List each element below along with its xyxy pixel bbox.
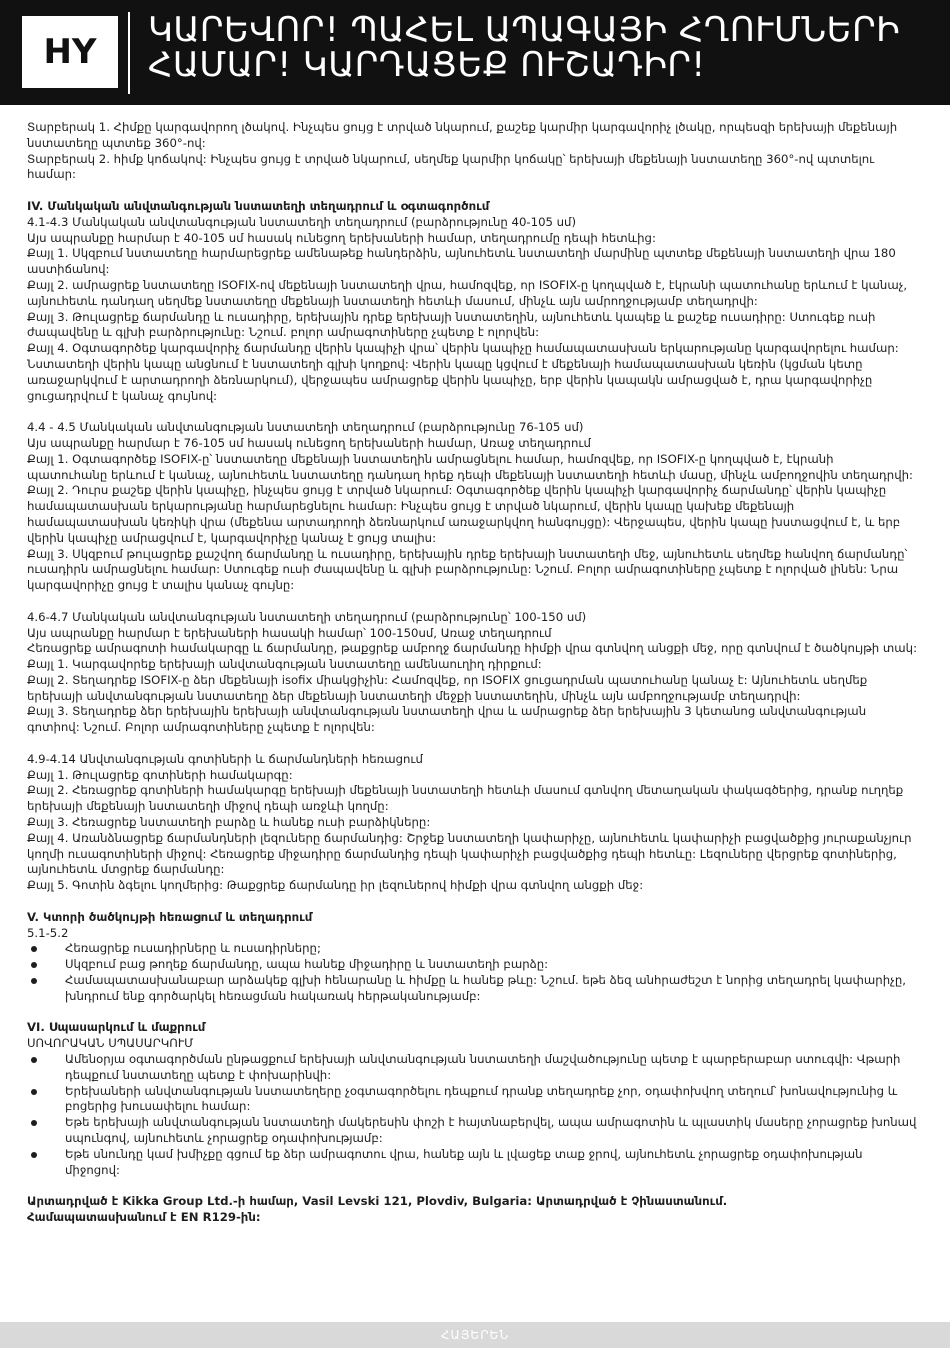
section-subtitle: ՍՈՎՈՐԱԿԱՆ ՍՊԱՍԱՐԿՈՒՄ — [27, 1036, 194, 1051]
title-line-1: ԿԱՐԵՎՈՐ! ՊԱՀԵԼ ԱՊԱԳԱՅԻ ՀՂՈՒՄՆԵՐԻ — [148, 10, 901, 50]
paragraph: 4.1-4.3 Մանկական անվտանգության նստատեղի տեղադրում (բարձրությունը 40-105 սմ) — [27, 214, 577, 229]
paragraph: Քայլ 3. Թուլացրեք ճարմանդը և ուսադիրը, երեխային դրեք երեխայի նստատեղին, այնուհետև կապեք և քաշեք ուսադիրը: Ստուգեք ուսի ժապավենը և գլխի բարձրությունը: Նշում. բոլոր ամրագոտիները չպետք է ոլորվեն: — [27, 309, 876, 340]
bullet-list — [27, 1052, 917, 1178]
paragraph: Այս ապրանքը հարմար է 76-105 սմ հասակ ունեցող երեխաների համար, Առաջ տեղադրում — [27, 435, 591, 450]
paragraph: Այս ապրանքը հարմար է երեխաների հասակի համար՝ 100-150սմ, Առաջ տեղադրում — [27, 625, 552, 640]
paragraph: Քայլ 3. Սկզբում թուլացրեք քաշվող ճարմանդը և ուսադիրը, երեխային դրեք երեխայի նստատեղի մեջ, այնուհետև սեղմեք հանվող ճարմանդը՝ ուսադիրն ամրացնելու համար: Ստուգեք ուսի ժապավենը և գլխի բարձրությունը: Նշում. Բոլոր ամրագոտիները չպետք է ոլորված լինեն: Նրա կարգավորիչը ցույց է տալիս կանաչ գույնը: — [27, 546, 908, 593]
paragraph: Քայլ 2. ամրացրեք նստատեղը ISOFIX-ով մեքենայի նստատեղի վրա, համոզվեք, որ ISOFIX-ը կողպված է, էկրանի պատուհանը երևում է կանաչ, այնուհետև դանդաղ սեղմեք նստատեղը մեքենայի նստատեղի հետևի մասում, մինչև այն ամրողջությամբ տեղադրվի: — [27, 277, 908, 308]
paragraph: Քայլ 2. Դուրս քաշեք վերին կապիչը, ինչպես ցույց է տրված նկարում: Օգտագործեք վերին կապիչի կարգավորիչ ճարմանդը՝ վերին կապիչը համապատասխան երկարությանը հարմարեցնելու համար: Ինչպես ցույց է տրված նկարում, վերին կապը կախեք մեքենայի համապատասխան կեռիկի վրա (մեքենա արտադրողի ձեռնարկում առաջարկվող հանգույցը): Վերջապես, վերին կապը խստացվում է, և երբ վերին կապիչը ամրացվում է, կարգավորիչը կանաչ է ցույց տալիս: — [27, 483, 901, 545]
paragraph: 4.9-4.14 Անվտանգության գոտիների և ճարմանդների հեռացում — [27, 751, 423, 766]
paragraph: Քայլ 2. Հեռացրեք գոտիների համակարգը երեխայի մեքենայի նստատեղի հետևի մասում գտնվող մետաղական փակագծերից, դրանք ուղղեք երեխայի մեքենայի նստատեղի միջով դեպի առջևի կողմը: — [27, 783, 904, 814]
section-heading: VI. Սպասարկում և մաքրում — [27, 1020, 206, 1035]
paragraph: Հեռացրեք ամրագոտի համակարգը և ճարմանդը, թաքցրեք ամբողջ ճարմանդը հիմքի վրա գտնվող անցքի մեջ, որը գտնվում է ծածկույթի տակ: — [27, 641, 918, 656]
paragraph: Քայլ 3. Տեղադրեք ձեր երեխային երեխայի անվտանգության նստատեղի վրա և ամրացրեք ձեր երեխային 3 կետանոց անվտանգության գոտիով: Նշում. Բոլոր ամրագոտիները չպետք է ոլորվեն: — [27, 704, 867, 735]
paragraph: Քայլ 1. Կարգավորեք երեխայի անվտանգության նստատեղը ամենաուղիղ դիրքում: — [27, 657, 542, 672]
list-item: Երեխաների անվտանգության նստատեղերը չօգտագործելու դեպքում դրանք տեղադրեք չոր, օդափոխվող տեղում՝ խոնավությունից և բոցերից խուսափելու համար: — [27, 1084, 917, 1116]
paragraph: 4.6-4.7 Մանկական անվտանգության նստատեղի տեղադրում (բարձրությունը՝ 100-150 սմ) — [27, 609, 587, 624]
paragraph: Քայլ 4. Օգտագործեք կարգավորիչ ճարմանդը վերին կապիչի վրա՝ վերին կապիչը համապատասխան երկարությանը կարգավորելու համար: Նստատեղի վերին կապը անցնում է նստատեղի գլխի կողքով: Վերին կապը կցվում է մեքենայի համապատասխան կեռին (կցման կետը առաջարկվում է արտադրողի ձեռնարկում), վերջապես ամրացրեք վերին կապիչը, երբ վերին կապակն ամրացված է, դրա կարգավորիչը ցուցադրվում է կանաչ գույնով: — [27, 341, 899, 403]
section-heading: IV. Մանկական անվտանգության նստատեղի տեղադրում և օգտագործում — [27, 198, 490, 213]
bullet-list — [27, 941, 917, 1004]
header-divider — [128, 12, 130, 94]
intro-paragraph: Տարբերակ 1. Հիմքը կարգավորող լծակով. Ինչպես ցույց է տրված նկարում, քաշեք կարմիր կարգավորիչ լծակը, որպեսզի երեխայի մեքենայի նստատեղը պտտեք 360°-ով: — [27, 120, 898, 150]
language-code-badge: HY — [22, 16, 118, 88]
list-item: Հեռացրեք ուսադիրները և ուսադիրները; — [27, 941, 917, 957]
paragraph: Քայլ 5. Գոտին ձգելու կողմերից: Թաքցրեք ճարմանդը իր լեզուներով հիմքի վրա գտնվող անցքի մեջ: — [27, 878, 644, 893]
paragraph: Այս ապրանքը հարմար է 40-105 սմ հասակ ունեցող երեխաների համար, տեղադրումը դեպի հետևից: — [27, 230, 656, 245]
compliance-note: Համապատասխանում է EN R129-ին: — [27, 1209, 261, 1224]
manufacturer-note: Արտադրված է Kikka Group Ltd.-ի համար, Vasil Levski 121, Plovdiv, Bulgaria: Արտադրված է Չինաստանում. — [27, 1194, 728, 1209]
language-footer-bar: ՀԱՅԵՐԵՆ — [0, 1322, 950, 1348]
intro-paragraph: Տարբերակ 2. հիմք կոճակով: Ինչպես ցույց է տրված նկարում, սեղմեք կարմիր կոճակը՝ երեխայի մեքենայի նստատեղը 360°-ով պտտելու համար: — [27, 151, 875, 182]
list-item: Եթե երեխայի անվտանգության նստատեղի մակերեսին փոշի է հայտնաբերվել, ապա ամրագոտին և պլաստիկ մասերը չորացրեք խոնավ սպունգով, այնուհետև չորացրեք օդափոխությամբ: — [27, 1115, 917, 1147]
section-heading: V. Կտորի ծածկույթի հեռացում և տեղադրում — [27, 909, 313, 924]
page-header — [0, 0, 950, 105]
page-title — [148, 10, 938, 85]
section-subtitle: 5.1-5.2 — [27, 925, 69, 940]
list-item: Սկզբում բաց թողեք ճարմանդը, ապա հանեք միջադիրը և նստատեղի բարձը: — [27, 957, 917, 973]
document-body — [27, 120, 917, 1226]
paragraph: Քայլ 2. Տեղադրեք ISOFIX-ը ձեր մեքենայի isofix միակցիչին: Համոզվեք, որ ISOFIX ցուցադրման պատուհանը կանաչ է: Այնուհետև սեղմեք երեխայի անվտանգության նստատեղը ձեր մեքենայի նստատեղի մեջքի նստատեղին, մինչև այն ամբողջությամբ տեղադրվի: — [27, 672, 868, 703]
paragraph: 4.4 - 4.5 Մանկական անվտանգության նստատեղի տեղադրում (բարձրությունը 76-105 սմ) — [27, 420, 584, 435]
paragraph: Քայլ 4. Առանձնացրեք ճարմանդների լեզուները ճարմանդից: Շրջեք նստատեղի կափարիչը, այնուհետև կափարիչի բացվածքից յուրաքանչյուր կողմի ուսագոտիների միջով: Հեռացրեք միջադիրը ճարմանդից դեպի կափարիչի բացվածքից դեպի հետևը: Լեզուները վերցրեք գոտիներից, այնուհետև մտցրեք ճարմանդը: — [27, 830, 912, 877]
list-item: Ամենօրյա օգտագործման ընթացքում երեխայի անվտանգության նստատեղի մաշվածությունը պետք է պարբերաբար ստուգվի: Վթարի դեպքում նստատեղը պետք է փոխարինվի: — [27, 1052, 917, 1084]
paragraph: Քայլ 1. Օգտագործեք ISOFIX-ը՝ նստատեղը մեքենայի նստատեղին ամրացնելու համար, համոզվեք, որ ISOFIX-ը կողպված է, էկրանի պատուհանը երևում է կանաչ, այնուհետև նստատեղը դանդաղ հրեք դեպի մեքենայի նստատեղի հետևի մասը, մինչև ամբողջովին տեղադրվի: — [27, 451, 913, 482]
list-item: Եթե սնունդը կամ խմիչքը գցում եք ձեր ամրագոտու վրա, հանեք այն և լվացեք տաք ջրով, այնուհետև չորացրեք օդափոխության միջոցով: — [27, 1147, 917, 1179]
title-line-2: ՀԱՄԱՐ! ԿԱՐԴԱՑԵՔ ՈՒՇԱԴԻՐ! — [148, 45, 706, 85]
paragraph: Քայլ 1. Սկզբում նստատեղը հարմարեցրեք ամենաթեք հանդերձին, այնուհետև նստատեղի մարմինը պտտեք մեքենայի նստատեղի վրա 180 աստիճանով: — [27, 246, 896, 277]
paragraph: Քայլ 3. Հեռացրեք նստատեղի բարձը և հանեք ուսի բարձիկները: — [27, 815, 431, 830]
paragraph: Քայլ 1. Թուլացրեք գոտիների համակարգը: — [27, 767, 293, 782]
list-item: Համապատասխանաբար արձակեք գլխի հենարանը և հիմքը և հանեք թևը: Նշում. եթե ձեզ անհրաժեշտ է նորից տեղադրել կափարիչը, խնդրում ենք գործարկել հեռացման հակառակ հերթականությամբ: — [27, 973, 917, 1005]
